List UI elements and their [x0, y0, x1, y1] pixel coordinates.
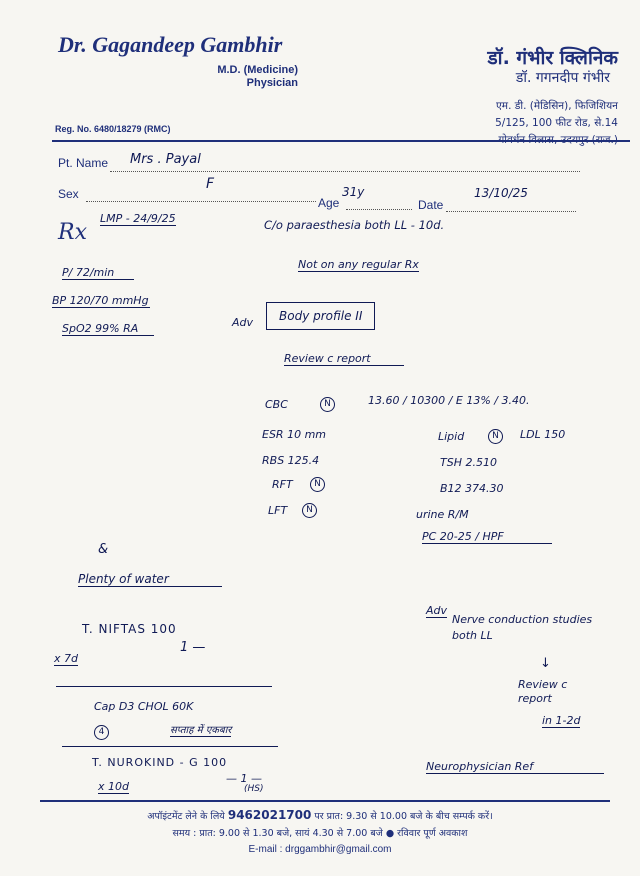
age-value: 31y: [342, 185, 365, 199]
pulse-value: P/ 72/min: [62, 266, 134, 280]
date-label: Date: [418, 198, 444, 212]
rx-symbol: Rx: [58, 220, 87, 245]
med2-hindi-note: सप्ताह में एकबार: [170, 722, 231, 737]
med1-separator: [56, 686, 272, 687]
med3-name: T. NUROKIND - G 100: [92, 756, 228, 769]
appointment-pre: अपॉइंटमेंट लेने के लिये: [147, 811, 225, 822]
sex-label: Sex: [58, 187, 79, 201]
med3-time: (HS): [244, 784, 264, 794]
med3-duration: x 10d: [98, 780, 129, 793]
med2-separator: [62, 746, 278, 747]
review-note: Review c report: [284, 352, 404, 366]
lmp-note: LMP - 24/9/25: [100, 212, 176, 225]
adv2-label: Adv: [426, 604, 448, 617]
tsh-value: TSH 2.510: [440, 456, 497, 469]
med1-duration: x 7d: [54, 652, 78, 665]
degree-hindi: एम. डी. (मेडिसिन), फिजिशियन: [495, 100, 618, 112]
review2-in: in 1-2d: [542, 714, 581, 727]
urine-label: urine R/M: [416, 508, 469, 521]
med2-name: Cap D3 CHOL 60K: [94, 700, 194, 713]
appointment-post: पर प्रात: 9.30 से 10.00 बजे के बीच सम्पर्क करें।: [314, 811, 493, 822]
lft-label: LFT: [268, 504, 288, 517]
cbc-normal-mark: N: [320, 396, 335, 412]
b12-value: B12 374.30: [440, 482, 504, 495]
ncs-note: Nerve conduction studies both LL: [452, 613, 593, 642]
med3-dose: — 1 —: [226, 772, 262, 785]
body-profile-box: Body profile II: [266, 302, 375, 330]
doctor-name-hindi: डॉ. गगनदीप गंभीर: [515, 70, 610, 86]
down-arrow: ↓: [540, 656, 551, 671]
clinic-name-hindi: डॉ. गंभीर क्लिनिक: [487, 47, 618, 69]
date-value: 13/10/25: [474, 186, 528, 200]
phone-number[interactable]: 9462021700: [227, 808, 312, 822]
review2-note: Review c report: [518, 678, 568, 705]
appointment-line: [0, 808, 640, 822]
patient-name-value: Mrs . Payal: [130, 152, 201, 167]
complaint-note: C/o paraesthesia both LL - 10d.: [264, 218, 445, 232]
not-on-regular-note: Not on any regular Rx: [298, 258, 419, 271]
address-line-1: 5/125, 100 फीट रोड, से.14: [495, 117, 618, 129]
age-label: Age: [318, 196, 340, 210]
spo2-value: SpO2 99% RA: [62, 322, 154, 336]
sex-line: [86, 200, 316, 202]
date-line: [446, 210, 576, 212]
timings-line: समय : प्रात: 9.00 से 1.30 बजे, सायं 4.30 से 7.00 बजे ● रविवार पूर्ण अवकाश: [172, 828, 468, 839]
urine-value: PC 20-25 / HPF: [422, 530, 552, 544]
patient-name-label: Pt. Name: [58, 156, 109, 170]
doctor-degree-block: [214, 64, 298, 90]
doctor-degree: M.D. (Medicine): [217, 64, 298, 76]
email-line[interactable]: E-mail : drggambhir@gmail.com: [248, 844, 392, 855]
bp-value: BP 120/70 mmHg: [52, 294, 149, 307]
adv-label: Adv: [232, 316, 254, 329]
neurophysician-ref: Neurophysician Ref: [426, 760, 604, 774]
esr-value: ESR 10 mm: [262, 428, 326, 441]
footer-divider: [40, 800, 610, 802]
rft-label: RFT: [272, 478, 293, 491]
plenty-of-water: Plenty of water: [78, 572, 222, 587]
lipid-label: Lipid: [438, 430, 465, 443]
cbc-label: CBC: [265, 398, 288, 411]
doctor-name: Dr. Gagandeep Gambhir: [58, 32, 283, 57]
ldl-value: LDL 150: [520, 428, 566, 441]
med2-quantity: 4: [94, 724, 109, 740]
cbc-values: 13.60 / 10300 / E 13% / 3.40.: [368, 394, 530, 407]
lipid-normal-mark: N: [488, 428, 503, 444]
med1-dose: 1 —: [180, 640, 206, 655]
registration-number: Reg. No. 6480/18279 (RMC): [55, 124, 171, 134]
rbs-value: RBS 125.4: [262, 454, 320, 467]
patient-name-line: [110, 170, 580, 172]
age-line: [346, 208, 412, 210]
doctor-role: Physician: [246, 77, 298, 89]
lft-normal-mark: N: [302, 502, 317, 518]
med1-name: T. NIFTAS 100: [82, 622, 177, 636]
rft-normal-mark: N: [310, 476, 325, 492]
and-mark: &: [98, 542, 109, 557]
header-divider: [52, 140, 630, 142]
sex-value: F: [206, 176, 215, 192]
